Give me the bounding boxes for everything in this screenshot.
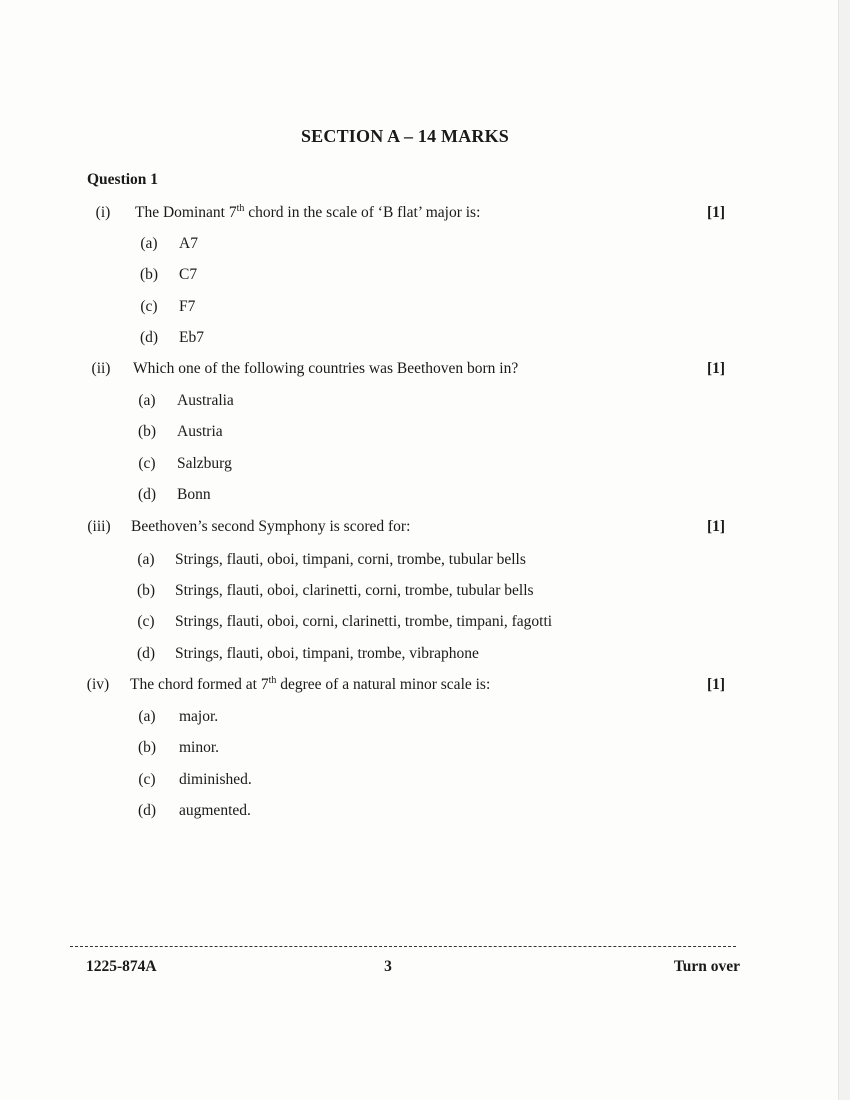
- option-row: [0, 329, 850, 351]
- option-text: major.: [179, 708, 219, 725]
- option-text: Strings, flauti, oboi, timpani, trombe, vibraphone: [175, 645, 479, 662]
- option-label: (b): [139, 266, 159, 283]
- option-label: (c): [137, 613, 155, 630]
- question-text: The chord formed at 7th degree of a natural minor scale is:: [130, 674, 491, 693]
- option-label: (a): [137, 551, 155, 568]
- option-text: augmented.: [179, 802, 251, 819]
- option-text: Salzburg: [177, 455, 232, 472]
- question-number: (iv): [86, 676, 110, 693]
- question-row-iv: [0, 676, 850, 698]
- option-text: Austria: [177, 423, 223, 440]
- option-row: [0, 486, 850, 508]
- option-label: (d): [136, 645, 156, 662]
- option-row: [0, 739, 850, 761]
- option-label: (d): [137, 486, 157, 503]
- section-title: SECTION A – 14 MARKS: [300, 126, 510, 146]
- option-row: [0, 392, 850, 414]
- option-label: (a): [138, 392, 156, 409]
- option-label: (c): [140, 298, 158, 315]
- question-row-i: [0, 204, 850, 226]
- option-row: [0, 645, 850, 667]
- option-row: [0, 298, 850, 320]
- paper-code: 1225-874A: [86, 958, 157, 975]
- option-label: (d): [137, 802, 157, 819]
- option-text: Strings, flauti, oboi, clarinetti, corni, trombe, tubular bells: [175, 582, 534, 599]
- option-text: Bonn: [177, 486, 211, 503]
- question-text: Beethoven’s second Symphony is scored for:: [131, 518, 411, 535]
- question-title: Question 1: [87, 171, 159, 188]
- option-row: [0, 455, 850, 477]
- question-row-ii: [0, 360, 850, 382]
- option-text: Australia: [177, 392, 234, 409]
- option-label: (c): [138, 455, 156, 472]
- question-marks: [1]: [706, 676, 726, 693]
- option-text: Strings, flauti, oboi, corni, clarinetti, trombe, timpani, fagotti: [175, 613, 553, 630]
- question-text: The Dominant 7th chord in the scale of ‘B flat’ major is:: [135, 202, 481, 221]
- option-row: [0, 423, 850, 445]
- option-label: (a): [138, 708, 156, 725]
- option-row: [0, 551, 850, 573]
- option-row: [0, 235, 850, 257]
- option-label: (a): [140, 235, 158, 252]
- option-text: A7: [179, 235, 198, 252]
- option-row: [0, 613, 850, 635]
- question-marks: [1]: [706, 518, 726, 535]
- option-text: Strings, flauti, oboi, timpani, corni, trombe, tubular bells: [175, 551, 526, 568]
- page-edge-shadow: [838, 0, 850, 1100]
- question-marks: [1]: [706, 360, 726, 377]
- question-number: (i): [95, 204, 111, 221]
- option-label: (c): [138, 771, 156, 788]
- question-row-iii: [0, 518, 850, 540]
- option-text: C7: [179, 266, 198, 283]
- option-label: (b): [137, 423, 157, 440]
- turn-over-label: Turn over: [673, 958, 740, 975]
- option-text: Eb7: [179, 329, 204, 346]
- option-text: minor.: [179, 739, 220, 756]
- question-number: (ii): [91, 360, 111, 377]
- option-label: (b): [136, 582, 156, 599]
- option-row: [0, 802, 850, 824]
- option-text: diminished.: [179, 771, 252, 788]
- footer-divider: [70, 946, 736, 947]
- question-text: Which one of the following countries was Beethoven born in?: [133, 360, 519, 377]
- option-row: [0, 582, 850, 604]
- option-label: (d): [139, 329, 159, 346]
- question-marks: [1]: [706, 204, 726, 221]
- question-number: (iii): [87, 518, 111, 535]
- option-text: F7: [179, 298, 196, 315]
- option-row: [0, 266, 850, 288]
- page-number: 3: [384, 958, 392, 975]
- option-row: [0, 708, 850, 730]
- option-label: (b): [137, 739, 157, 756]
- option-row: [0, 771, 850, 793]
